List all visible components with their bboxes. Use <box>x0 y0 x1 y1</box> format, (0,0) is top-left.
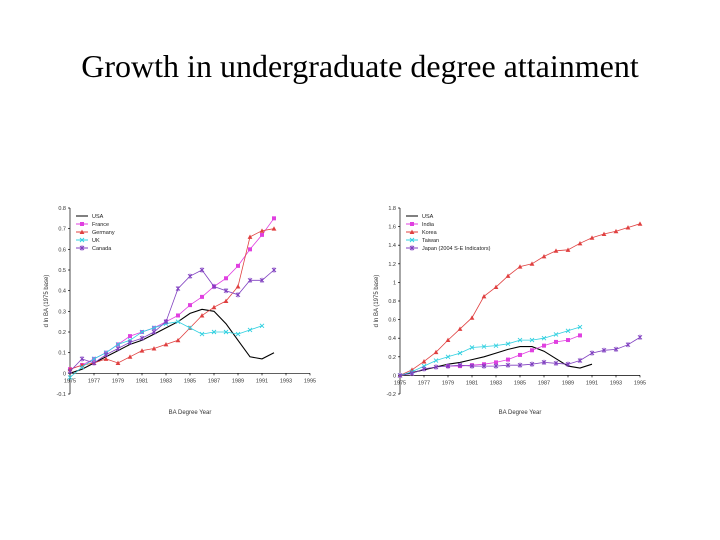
right-chart-x-tick-label: 1979 <box>441 380 455 387</box>
slide-title: Growth in undergraduate degree attainment <box>81 48 639 84</box>
left-chart-series-france-point <box>176 313 180 317</box>
left-chart-series-canada-point <box>236 292 240 297</box>
left-chart-y-tick-label: 0.6 <box>58 247 66 254</box>
left-chart-x-tick-label: 1977 <box>87 378 101 385</box>
left-chart-legend <box>76 214 115 252</box>
left-chart-series-france-point <box>260 233 264 237</box>
left-chart-y-tick-label: 0 <box>62 371 66 378</box>
left-chart-y-tick-label: 0.7 <box>58 226 66 233</box>
left-chart-x-tick-label: 1995 <box>303 378 317 385</box>
right-chart-y-tick-label: -0.2 <box>386 392 396 398</box>
left-chart-series-canada-point <box>80 356 84 361</box>
left-chart-x-axis-label: BA Degree Year <box>168 410 212 416</box>
right-chart-y-tick-label: 1.2 <box>388 261 396 268</box>
right-chart-series-india-point <box>518 353 522 357</box>
chart-left <box>30 196 330 421</box>
left-chart-series-canada-point <box>140 336 144 341</box>
left-chart-series-canada-point <box>152 329 156 334</box>
right-chart-x-tick-label: 1977 <box>417 380 431 387</box>
left-chart-series-france-point <box>128 334 132 338</box>
left-chart-series-uk-line <box>70 322 262 378</box>
right-chart-series-korea-point <box>578 241 583 245</box>
right-chart-series-taiwan-point <box>446 355 450 359</box>
right-chart-legend-label: India <box>422 222 434 228</box>
left-chart-x-tick-label: 1981 <box>135 378 149 385</box>
left-chart-series-canada-point <box>272 267 276 272</box>
left-chart-series-france-point <box>224 276 228 280</box>
right-chart-series-india-point <box>566 338 570 342</box>
right-chart-series-korea-point <box>542 254 547 258</box>
left-chart-series-france-point <box>236 264 240 268</box>
right-chart-x-tick-label: 1985 <box>513 380 527 387</box>
right-chart-legend-label: Japan (2004 S-E Indicators) <box>422 246 491 252</box>
left-chart-y-tick-label: 0.2 <box>58 330 66 336</box>
left-chart-series-france-point <box>272 216 276 220</box>
left-chart-legend-marker <box>80 222 84 226</box>
left-chart-series-germany-point <box>236 284 241 288</box>
right-chart-series-japan-2004-s-e-indicators-point <box>638 335 642 340</box>
right-chart-x-tick-label: 1987 <box>537 380 551 387</box>
right-chart-x-tick-label: 1981 <box>465 380 479 387</box>
right-chart-y-tick-label: 0.2 <box>388 354 396 361</box>
left-chart-series-germany-point <box>248 235 253 239</box>
left-chart-series-germany-point <box>128 354 133 358</box>
left-chart-x-tick-label: 1987 <box>207 378 221 385</box>
left-chart-y-tick-label: 0.4 <box>58 288 66 295</box>
right-chart-y-tick-label: 0.8 <box>388 299 396 305</box>
left-chart-series-canada-line <box>70 270 274 371</box>
left-chart-x-tick-label: 1975 <box>63 378 77 385</box>
right-chart-series-india-point <box>530 348 534 352</box>
left-chart-x-tick-label: 1991 <box>255 378 269 385</box>
right-chart-y-tick-label: 0.6 <box>388 317 396 324</box>
right-chart-x-tick-label: 1995 <box>633 380 647 387</box>
left-chart-y-tick-label: 0.1 <box>58 350 66 357</box>
left-chart-series-canada-point <box>116 346 120 351</box>
left-chart-series-canada-point <box>188 274 192 279</box>
left-chart-x-tick-label: 1993 <box>279 378 293 385</box>
right-chart-series-india-point <box>542 344 546 348</box>
left-chart-series-germany-point <box>200 313 205 317</box>
left-chart-series-canada-point <box>200 267 204 272</box>
right-chart-series-taiwan-point <box>458 351 462 355</box>
right-chart-legend-marker <box>410 222 414 226</box>
left-chart-series-canada-point <box>224 288 228 293</box>
left-chart-y-tick-label: 0.3 <box>58 309 66 316</box>
right-chart-x-tick-label: 1983 <box>489 380 503 387</box>
right-chart-series-taiwan-point <box>434 359 438 363</box>
left-chart-x-tick-label: 1983 <box>159 378 173 385</box>
left-chart-series-france-point <box>248 247 252 251</box>
left-chart-legend-label: USA <box>92 214 104 220</box>
left-chart-y-tick-label: -0.1 <box>56 392 66 398</box>
right-chart-legend-label: Taiwan <box>422 238 440 244</box>
right-chart-y-tick-label: 1.4 <box>388 243 396 250</box>
left-chart-series-canada-point <box>104 352 108 357</box>
left-chart-series-france-point <box>200 295 204 299</box>
left-chart-y-tick-label: 0.5 <box>58 268 66 274</box>
right-chart-series-india-point <box>578 333 582 337</box>
left-chart-legend-label: Canada <box>92 246 112 252</box>
left-chart-series-germany-point <box>272 226 277 230</box>
right-chart-x-tick-label: 1991 <box>585 380 599 387</box>
right-chart-y-tick-label: 1.6 <box>388 224 396 231</box>
left-chart-series-france-point <box>188 303 192 307</box>
left-chart-x-tick-label: 1985 <box>183 378 197 385</box>
chart-right <box>360 196 660 421</box>
left-chart-series-uk <box>68 320 264 380</box>
right-chart-x-axis-label: BA Degree Year <box>498 410 542 416</box>
right-chart-x-tick-label: 1993 <box>609 380 623 387</box>
right-chart-series-korea-point <box>638 221 643 225</box>
right-chart-y-tick-label: 1 <box>392 280 396 287</box>
right-chart-x-tick-label: 1989 <box>561 380 575 387</box>
left-chart-series-germany-point <box>212 305 217 309</box>
left-chart-legend-label: UK <box>92 238 100 244</box>
left-chart-y-tick-label: 0.8 <box>58 206 66 212</box>
left-chart-series-uk-point <box>260 324 264 328</box>
left-chart-x-tick-label: 1989 <box>231 378 245 385</box>
left-chart-series-france-line <box>70 218 274 369</box>
right-chart-series-korea-point <box>530 261 535 265</box>
right-chart-series-india-point <box>506 358 510 362</box>
right-chart-y-tick-label: 0.4 <box>388 336 396 343</box>
left-chart-series-canada-point <box>68 369 72 374</box>
right-chart-y-tick-label: 1.8 <box>388 206 396 212</box>
right-chart-legend-label: USA <box>422 214 434 220</box>
right-chart-series-india-point <box>554 340 558 344</box>
right-chart-legend-label: Korea <box>422 230 437 236</box>
right-chart-series-india <box>446 333 582 368</box>
right-chart-legend <box>406 214 491 252</box>
right-chart-y-tick-label: 0 <box>392 373 396 380</box>
left-chart-legend-label: France <box>92 222 110 228</box>
left-chart-series-canada-point <box>128 340 132 345</box>
right-chart-y-axis-label: d ln BA (1975 base) <box>374 274 380 328</box>
right-chart-series-japan-2004-s-e-indicators-point <box>626 342 630 347</box>
right-chart-x-tick-label: 1975 <box>393 380 407 387</box>
left-chart-series-uk-point <box>248 328 252 332</box>
left-chart-y-axis-label: d ln BA (1975 base) <box>44 274 50 328</box>
left-chart-series-canada-point <box>176 286 180 291</box>
left-chart-legend-label: Germany <box>92 230 115 236</box>
left-chart-x-tick-label: 1979 <box>111 378 125 385</box>
right-chart-series-korea-point <box>470 315 475 319</box>
left-chart-series-canada <box>68 267 276 373</box>
